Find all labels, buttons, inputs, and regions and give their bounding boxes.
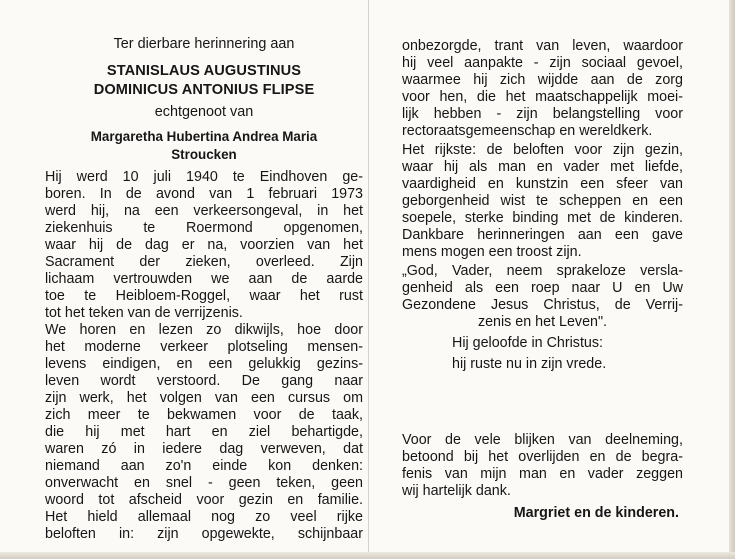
signature: Margriet en de kinderen. <box>513 505 679 521</box>
card-bottom-edge <box>0 552 735 559</box>
text-line: onverwacht en snel - geen teken, geen <box>45 475 363 491</box>
text-line: wij hartelijk dank. <box>402 483 511 499</box>
text-line: geborgenheid wist te scheppen en een <box>402 193 683 209</box>
card-fold-line <box>368 0 369 559</box>
text-line: waar hij de dag er na, voorzien van het <box>45 237 363 253</box>
text-line: zijn werk, het volgen van een cursus om <box>45 390 363 406</box>
spouse-name-line-2: Stroucken <box>171 147 237 162</box>
spouse-name-line-1: Margaretha Hubertina Andrea Maria <box>90 129 318 144</box>
text-line: woord tot afscheid voor gezin en familie. <box>45 492 363 508</box>
text-line: levens eindigen, en een gelukkig gezins- <box>45 356 363 372</box>
text-line: soepele, sterke binding met de kinderen. <box>402 210 683 226</box>
text-line: waren zó in iedere dag verweven, dat <box>45 441 363 457</box>
text-line: Gezondene Jesus Christus, de Verrij- <box>402 297 683 313</box>
card-right-edge <box>729 0 735 559</box>
relation-line: echtgenoot van <box>154 104 254 120</box>
verse-line: Hij geloofde in Christus: <box>452 335 603 351</box>
text-line: leven wordt verstoord. De gang naar <box>45 373 363 389</box>
text-line: We horen en lezen zo dikwijls, hoe door <box>45 322 363 338</box>
text-line: voor hen, die het maatschappelijk moei- <box>402 89 683 105</box>
text-line: zenis en het Leven". <box>477 314 608 330</box>
text-line: niemand aan zo'n einde kon denken: <box>45 458 363 474</box>
text-line: Dankbare herinneringen aan een gave <box>402 227 683 243</box>
text-line: vaardigheid en kunstzin een sfeer van <box>402 176 683 192</box>
text-line: Het hield allemaal nog zo veel rijke <box>45 509 363 525</box>
text-line: waar hij als man en vader met liefde, <box>402 159 683 175</box>
text-line: toe te Heibloem-Roggel, waar het rust <box>45 288 363 304</box>
text-line: Voor de vele blijken van deelneming, <box>402 432 683 448</box>
text-line: rectoraatsgemeenschap en wereldkerk. <box>402 123 653 139</box>
text-line: Het rijkste: de beloften voor zijn gezin, <box>402 142 683 158</box>
text-line: genheid als een roep naar U en Uw <box>402 280 683 296</box>
text-line: waarmee hij zich wijdde aan de zorg <box>402 72 683 88</box>
text-line: Sacrament der zieken, overleed. Zijn <box>45 254 363 270</box>
text-line: lichaam vertrouwden we aan de aarde <box>45 271 363 287</box>
text-line: „God, Vader, neem sprakeloze versla- <box>402 263 683 279</box>
deceased-name-line-2: DOMINICUS ANTONIUS FLIPSE <box>93 82 315 98</box>
text-line: lijk hebben - zijn belangstelling voor <box>402 106 683 122</box>
text-line: Hij werd 10 juli 1940 te Eindhoven ge- <box>45 169 363 185</box>
verse-line: hij ruste nu in zijn vrede. <box>452 356 607 372</box>
text-line: ziekenhuis te Roermond opgenomen, <box>45 220 363 236</box>
text-line: werd hij, na een verkeersongeval, in het <box>45 203 363 219</box>
text-line: tot het teken van de verrijzenis. <box>45 305 243 321</box>
text-line: hij veel aanpakte - zijn sociaal gevoel, <box>402 55 683 71</box>
text-line: onbezorgde, trant van leven, waardoor <box>402 38 683 54</box>
text-line: die hij met hart en ziel behartigde, <box>45 424 363 440</box>
text-line: fenis van mijn man en vader zeggen <box>402 466 683 482</box>
text-line: het moderne verkeer plotseling mensen- <box>45 339 363 355</box>
text-line: betoond bij het overlijden en de begra- <box>402 449 683 465</box>
text-line: boren. In de avond van 1 februari 1973 <box>45 186 363 202</box>
text-line: mens mogen een troost zijn. <box>402 244 582 260</box>
text-line: beloften in: zijn opgewekte, schijnbaar <box>45 526 363 542</box>
intro-line: Ter dierbare herinnering aan <box>113 36 295 52</box>
text-line: zich meer te bekwamen voor de taak, <box>45 407 363 423</box>
deceased-name-line-1: STANISLAUS AUGUSTINUS <box>106 63 302 79</box>
